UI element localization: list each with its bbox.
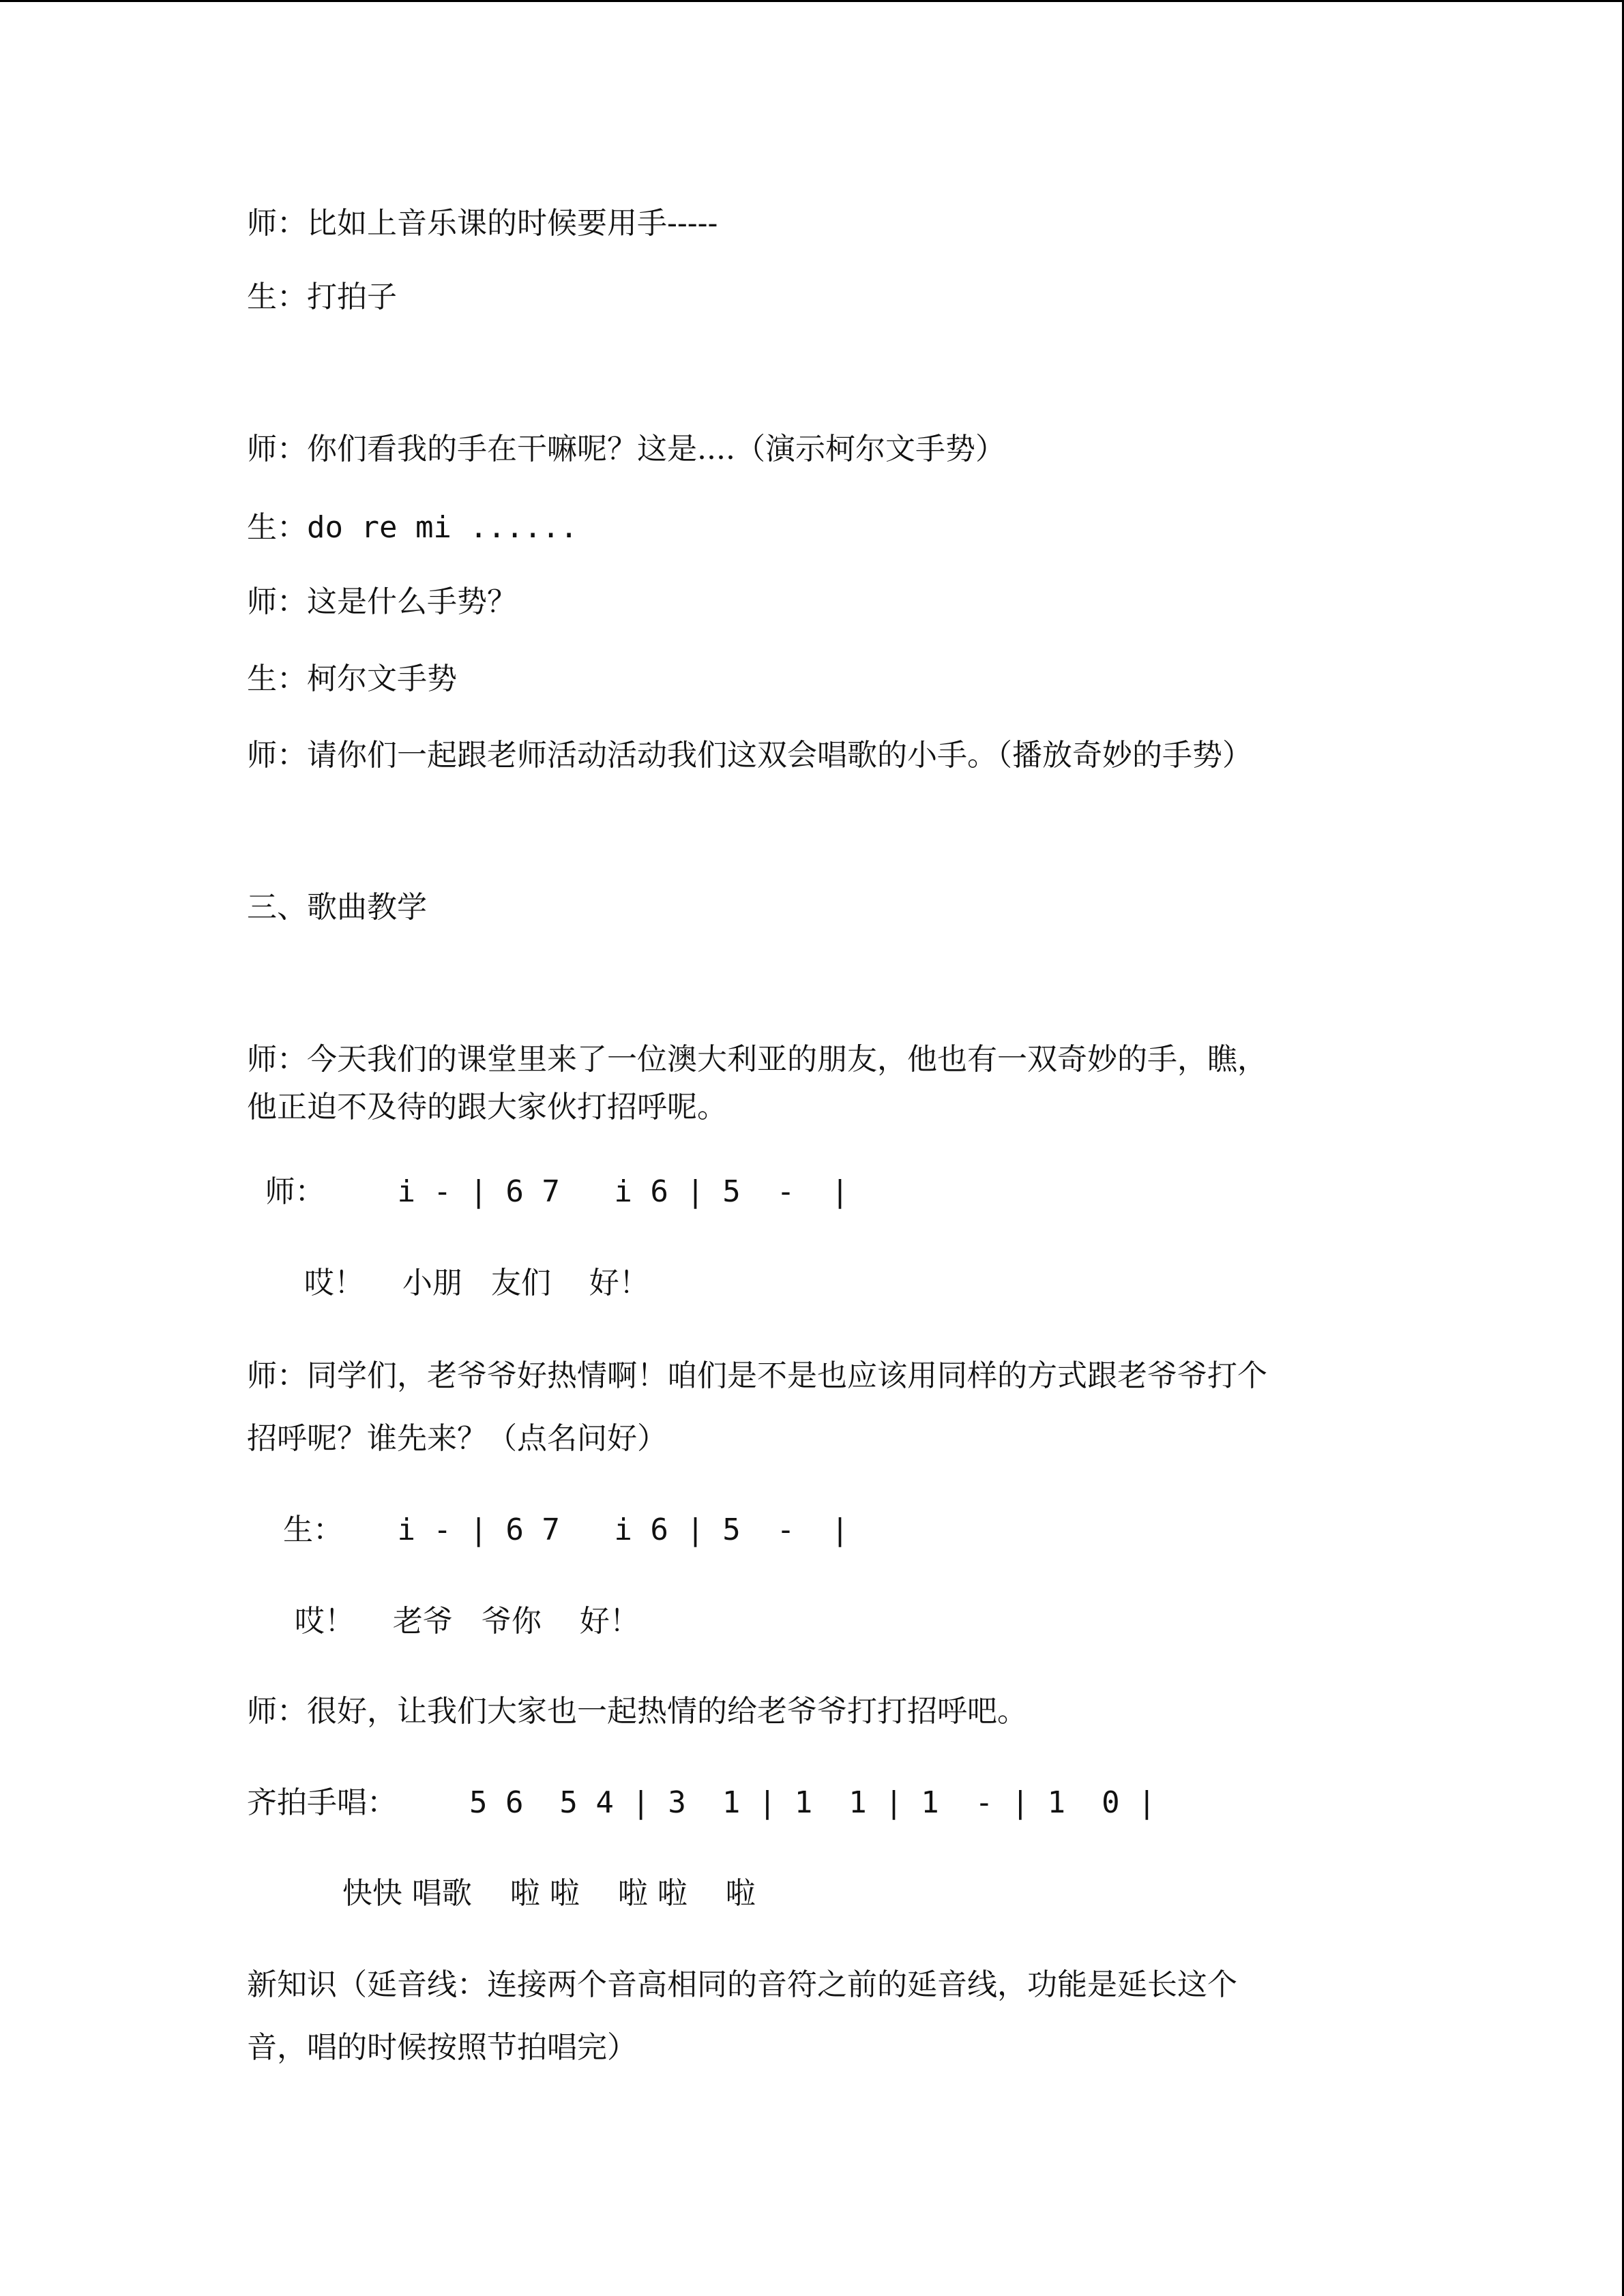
dialogue-line: 新知识（延音线：连接两个音高相同的音符之前的延音线，功能是延长这个 xyxy=(247,1967,1237,2002)
page-top-border xyxy=(0,0,1624,2)
notation-line: 师： i - | 6 7 i 6 | 5 - | xyxy=(247,1174,849,1209)
dialogue-line: 音，唱的时候按照节拍唱完） xyxy=(247,2030,637,2065)
dialogue-line: 师：这是什么手势？ xyxy=(247,584,517,619)
dialogue-line: 师：今天我们的课堂里来了一位澳大利亚的朋友，他也有一双奇妙的手，瞧， xyxy=(247,1042,1267,1077)
lyrics-line: 哎！ 老爷 爷你 好！ xyxy=(247,1604,640,1639)
dialogue-line: 他正迫不及待的跟大家伙打招呼呢。 xyxy=(247,1090,727,1124)
dialogue-line: 招呼呢？谁先来？（点名问好） xyxy=(247,1421,667,1456)
dialogue-line: 师：比如上音乐课的时候要用手----- xyxy=(247,206,718,241)
dialogue-line: 生：do re mi ...... xyxy=(247,510,578,545)
dialogue-line: 生：打拍子 xyxy=(247,280,397,314)
dialogue-line: 师：同学们，老爷爷好热情啊！咱们是不是也应该用同样的方式跟老爷爷打个 xyxy=(247,1358,1267,1393)
dialogue-line: 师：请你们一起跟老师活动活动我们这双会唱歌的小手。（播放奇妙的手势） xyxy=(247,738,1252,773)
lyrics-line: 快快 唱歌 啦 啦 啦 啦 啦 xyxy=(247,1876,756,1911)
notation-line: 生： i - | 6 7 i 6 | 5 - | xyxy=(247,1512,849,1547)
dialogue-line: 师：很好，让我们大家也一起热情的给老爷爷打打招呼吧。 xyxy=(247,1694,1027,1729)
dialogue-line: 师：你们看我的手在干嘛呢？这是....（演示柯尔文手势） xyxy=(247,432,1005,466)
lyrics-line: 哎！ 小朋 友们 好！ xyxy=(247,1266,649,1300)
notation-line: 齐拍手唱： 5 6 5 4 | 3 1 | 1 1 | 1 - | 1 0 | xyxy=(247,1785,1156,1820)
section-heading: 三、歌曲教学 xyxy=(247,890,427,925)
dialogue-line: 生：柯尔文手势 xyxy=(247,661,457,696)
